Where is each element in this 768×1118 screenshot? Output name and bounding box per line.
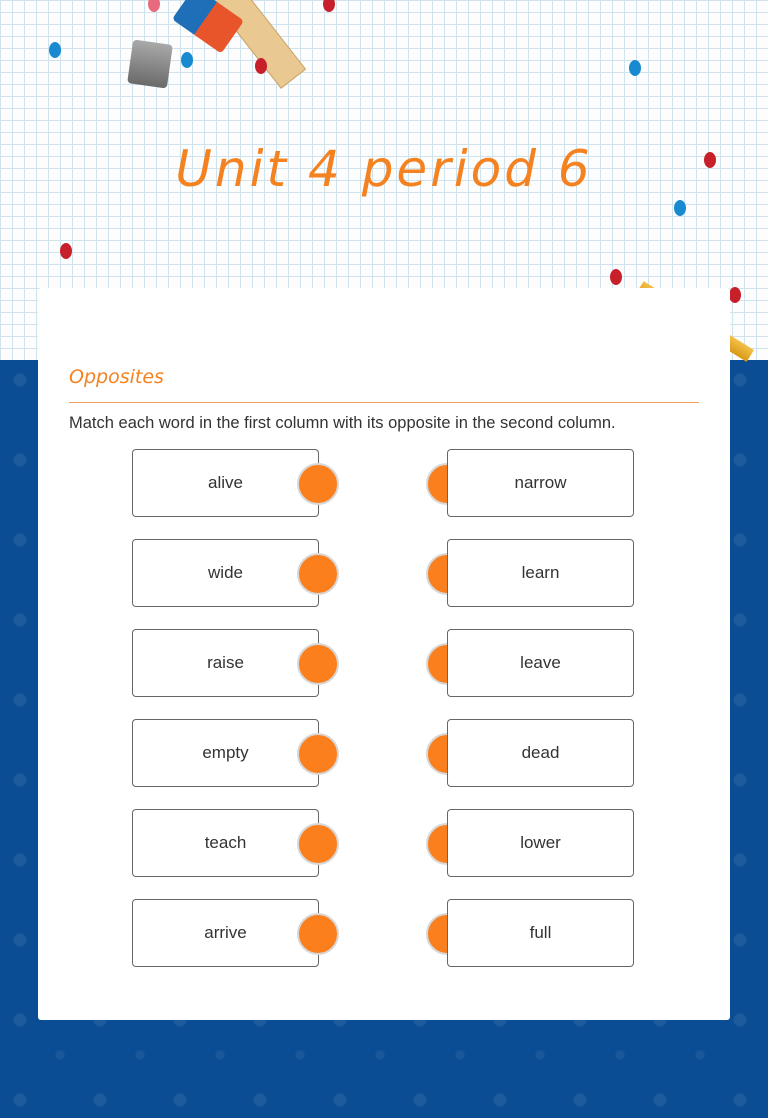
right-word-box[interactable]: lower <box>447 809 634 877</box>
confetti-dot <box>181 52 193 68</box>
left-word-box[interactable]: teach <box>132 809 319 877</box>
left-connector-handle[interactable] <box>297 553 339 595</box>
worksheet-card <box>38 288 730 1020</box>
confetti-dot <box>674 200 686 216</box>
confetti-dot <box>255 58 267 74</box>
page-title: Unit 4 period 6 <box>175 140 593 198</box>
confetti-dot <box>60 243 72 259</box>
left-connector-handle[interactable] <box>297 913 339 955</box>
right-word-box[interactable]: learn <box>447 539 634 607</box>
instructions-text: Match each word in the first column with its opposite in the second column. <box>69 414 616 432</box>
confetti-dot <box>49 42 61 58</box>
left-word-box[interactable]: empty <box>132 719 319 787</box>
left-word-box[interactable]: arrive <box>132 899 319 967</box>
right-word-box[interactable]: full <box>447 899 634 967</box>
section-divider <box>69 402 699 403</box>
left-word-box[interactable]: raise <box>132 629 319 697</box>
left-connector-handle[interactable] <box>297 463 339 505</box>
left-connector-handle[interactable] <box>297 643 339 685</box>
confetti-dot <box>729 287 741 303</box>
right-word-box[interactable]: leave <box>447 629 634 697</box>
section-title: Opposites <box>69 366 164 388</box>
confetti-dot <box>610 269 622 285</box>
right-word-box[interactable]: dead <box>447 719 634 787</box>
sharpener-decoration <box>127 39 173 88</box>
left-connector-handle[interactable] <box>297 823 339 865</box>
confetti-dot <box>629 60 641 76</box>
left-word-box[interactable]: alive <box>132 449 319 517</box>
left-word-box[interactable]: wide <box>132 539 319 607</box>
right-word-box[interactable]: narrow <box>447 449 634 517</box>
left-connector-handle[interactable] <box>297 733 339 775</box>
